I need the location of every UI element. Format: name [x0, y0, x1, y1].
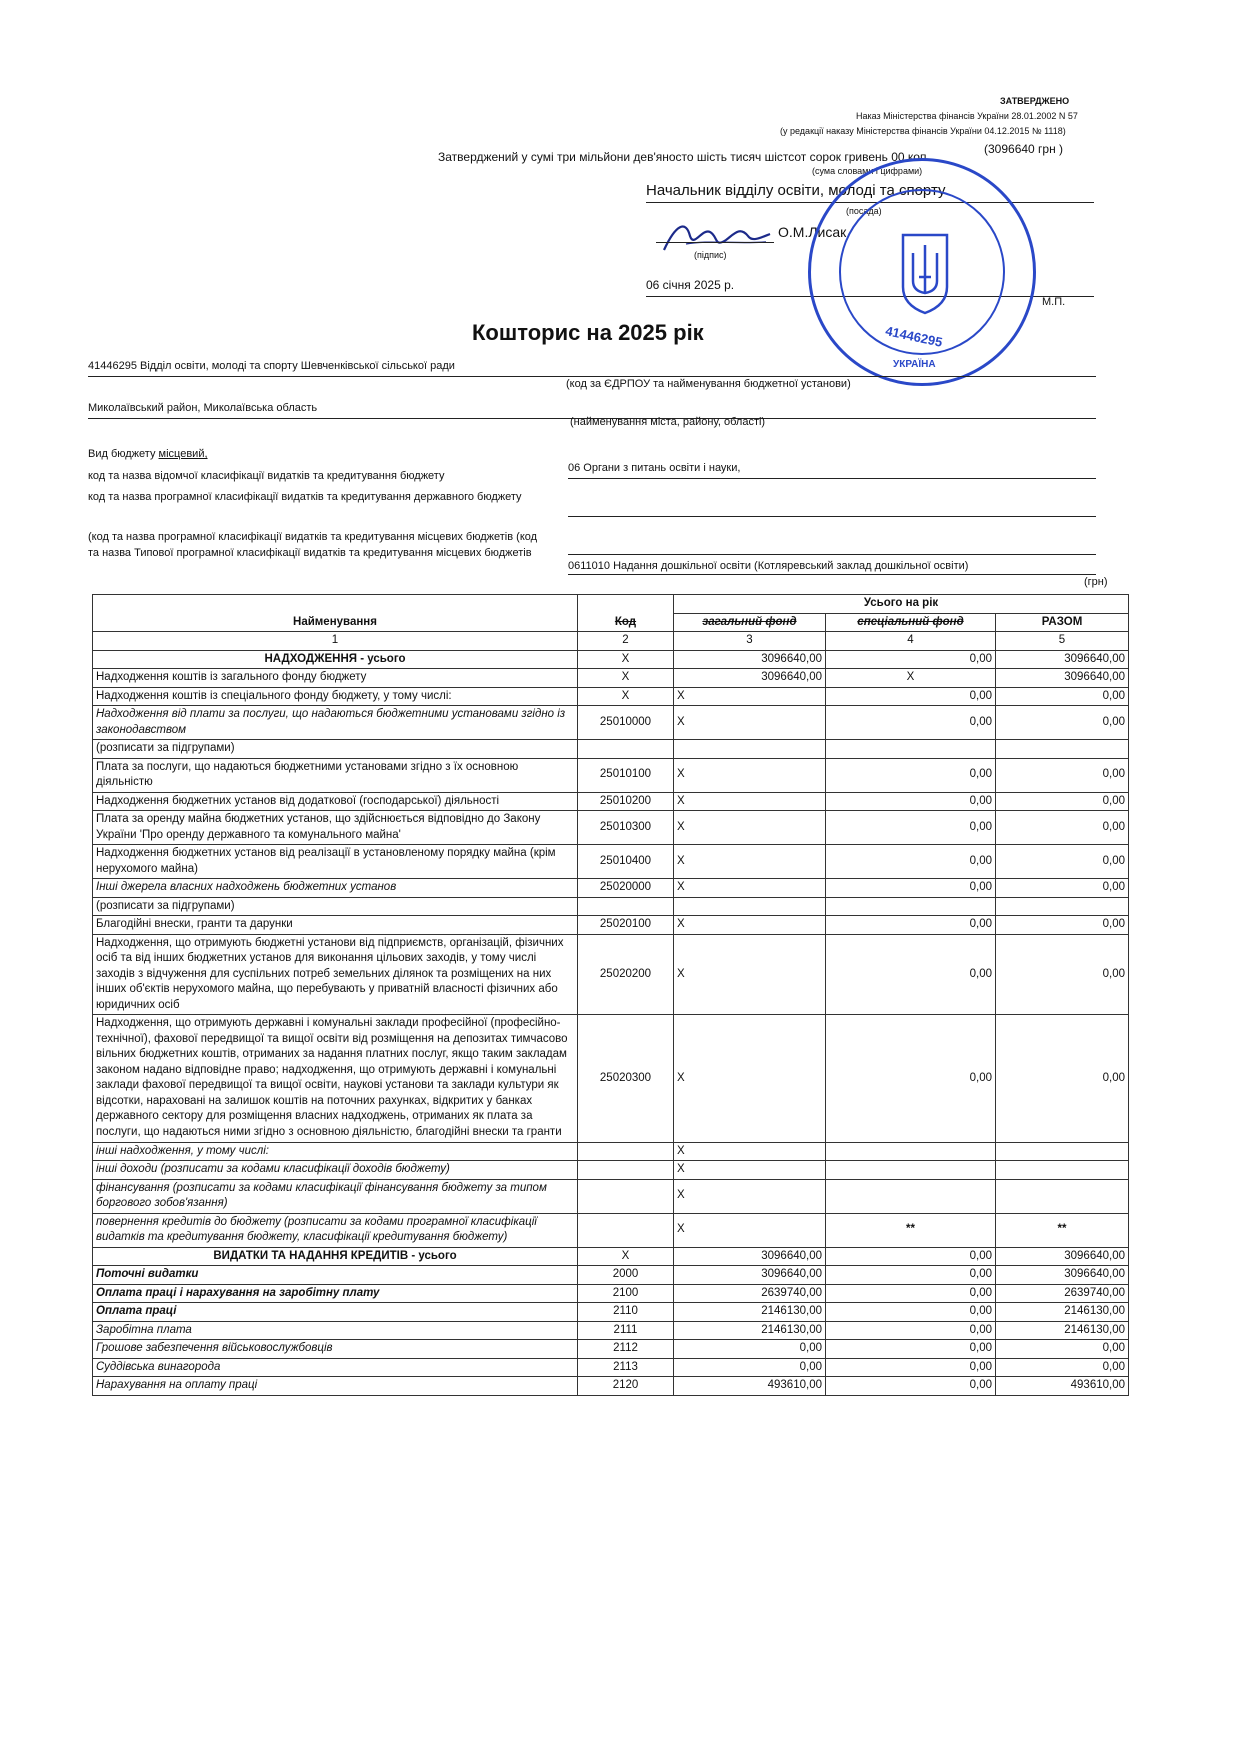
position-value: Начальник відділу освіти, молоді та спорту [646, 182, 946, 199]
row-name: повернення кредитів до бюджету (розписати за кодами програмної класифікації видатків та кредитування бюджету, класифікації кредитування бюджету) [93, 1213, 578, 1247]
estimate-table [92, 594, 1129, 1396]
row-code: 2113 [578, 1358, 674, 1377]
table-row [93, 1161, 1129, 1180]
row-special: 0,00 [826, 1284, 996, 1303]
table-row [93, 811, 1129, 845]
row-name: інші надходження, у тому числі: [93, 1142, 578, 1161]
row-special [826, 1179, 996, 1213]
row-general: X [674, 845, 826, 879]
local-class-field [568, 560, 1096, 575]
table-row [93, 897, 1129, 916]
table-row [93, 1358, 1129, 1377]
row-total: 3096640,00 [996, 669, 1129, 688]
row-special: 0,00 [826, 706, 996, 740]
row-code: X [578, 687, 674, 706]
row-general: 3096640,00 [674, 1266, 826, 1285]
row-name: фінансування (розписати за кодами класифікації фінансування бюджету за типом боргового зобов'язання) [93, 1179, 578, 1213]
row-special: 0,00 [826, 792, 996, 811]
row-code [578, 1213, 674, 1247]
row-total: 493610,00 [996, 1377, 1129, 1396]
row-name: Суддівська винагорода [93, 1358, 578, 1377]
row-general: 3096640,00 [674, 1247, 826, 1266]
row-total: 0,00 [996, 792, 1129, 811]
row-special: 0,00 [826, 845, 996, 879]
row-general: 3096640,00 [674, 650, 826, 669]
local-class-value: 0611010 Надання дошкільної освіти (Котляревський заклад дошкільної освіти) [568, 560, 969, 572]
local-class-label: (код та назва програмної класифікації видатків та кредитування місцевих бюджетів (код та назва Типової програмної класифікації видатків та кредитування місцевих бюджетів [88, 531, 538, 559]
organization-value: 41446295 Відділ освіти, молоді та спорту Шевченківської сільської ради [88, 360, 455, 372]
table-row [93, 740, 1129, 759]
row-general [674, 897, 826, 916]
row-code [578, 740, 674, 759]
header-total: РАЗОМ [996, 613, 1129, 632]
location-caption: (найменування міста, району, області) [570, 416, 766, 428]
table-row [93, 1321, 1129, 1340]
table-row [93, 1377, 1129, 1396]
row-total: 0,00 [996, 811, 1129, 845]
table-row [93, 669, 1129, 688]
row-general: X [674, 1161, 826, 1180]
row-total: 0,00 [996, 934, 1129, 1015]
row-code [578, 1161, 674, 1180]
document-title: Кошторис на 2025 рік [472, 320, 704, 345]
row-name: НАДХОДЖЕННЯ - усього [93, 650, 578, 669]
signer-name: О.М.Лисак [778, 224, 847, 240]
column-number-row [93, 632, 1129, 651]
table-row [93, 1340, 1129, 1359]
order-reference: Наказ Міністерства фінансів України 28.01.2002 N 57 [856, 111, 1078, 121]
row-general: 2146130,00 [674, 1303, 826, 1322]
table-row [93, 650, 1129, 669]
row-name: Оплата праці [93, 1303, 578, 1322]
row-code: 2120 [578, 1377, 674, 1396]
sum-caption: (сума словами і цифрами) [812, 166, 923, 176]
row-code: 25010400 [578, 845, 674, 879]
table-header-row [93, 595, 1129, 614]
table-row [93, 1142, 1129, 1161]
row-code: 2000 [578, 1266, 674, 1285]
row-code: X [578, 650, 674, 669]
row-general: X [674, 1142, 826, 1161]
row-code: 25020100 [578, 916, 674, 935]
row-name: Надходження бюджетних установ від додаткової (господарської) діяльності [93, 792, 578, 811]
row-general: X [674, 811, 826, 845]
row-code [578, 1179, 674, 1213]
approval-date: 06 січня 2025 р. [646, 278, 735, 292]
row-special: 0,00 [826, 1303, 996, 1322]
row-code: X [578, 1247, 674, 1266]
row-code: 25010200 [578, 792, 674, 811]
row-name: (розписати за підгрупами) [93, 897, 578, 916]
row-general: X [674, 687, 826, 706]
row-total: 0,00 [996, 845, 1129, 879]
row-special: 0,00 [826, 1015, 996, 1142]
row-name: Надходження бюджетних установ від реалізації в установленому порядку майна (крім нерухомого майна) [93, 845, 578, 879]
row-name: інші доходи (розписати за кодами класифікації доходів бюджету) [93, 1161, 578, 1180]
row-general: 493610,00 [674, 1377, 826, 1396]
row-name: Надходження, що отримують бюджетні установи від підприємств, організацій, фізичних осіб та від інших бюджетних установ для виконання цільових заходів, у тому числі заходів з відчуження для суспільних потреб земельних ділянок та розміщених на них інших об'єктів нерухомого майна, що перебувають у приватній власності фізичних або юридичних осіб [93, 934, 578, 1015]
row-total: 2639740,00 [996, 1284, 1129, 1303]
row-special [826, 740, 996, 759]
local-class-blank-line [568, 540, 1096, 555]
row-total: 3096640,00 [996, 1247, 1129, 1266]
row-name: Поточні видатки [93, 1266, 578, 1285]
row-general: X [674, 1015, 826, 1142]
row-code: 25020200 [578, 934, 674, 1015]
dept-class-value: 06 Органи з питань освіти і науки, [568, 462, 741, 474]
row-general: 0,00 [674, 1358, 826, 1377]
state-class-label: код та назва програмної класифікації видатків та кредитування державного бюджету [88, 491, 522, 503]
state-class-field [568, 502, 1096, 517]
column-number: 1 [93, 632, 578, 651]
row-total: 0,00 [996, 1340, 1129, 1359]
row-code: 2110 [578, 1303, 674, 1322]
row-code: 2111 [578, 1321, 674, 1340]
budget-type-value: місцевий, [158, 448, 208, 460]
dept-class-label: код та назва відомчої класифікації видатків та кредитування бюджету [88, 470, 445, 482]
header-special-fund: спеціальний фонд [826, 613, 996, 632]
table-row [93, 758, 1129, 792]
row-special: 0,00 [826, 879, 996, 898]
table-row [93, 845, 1129, 879]
column-number: 4 [826, 632, 996, 651]
row-special: 0,00 [826, 1358, 996, 1377]
stamp-number: 41446295 [884, 323, 944, 350]
row-code: 25020300 [578, 1015, 674, 1142]
signature-line [656, 224, 774, 243]
row-special: 0,00 [826, 758, 996, 792]
column-number: 3 [674, 632, 826, 651]
budget-type-row [88, 448, 208, 460]
organization-field [88, 360, 1096, 377]
row-name: ВИДАТКИ ТА НАДАННЯ КРЕДИТІВ - усього [93, 1247, 578, 1266]
row-name: Надходження коштів із загального фонду бюджету [93, 669, 578, 688]
row-code: 25010300 [578, 811, 674, 845]
row-total [996, 1142, 1129, 1161]
table-row [93, 1266, 1129, 1285]
row-total: 0,00 [996, 758, 1129, 792]
row-general: X [674, 879, 826, 898]
row-total: 0,00 [996, 1358, 1129, 1377]
row-total [996, 740, 1129, 759]
row-special: ** [826, 1213, 996, 1247]
column-number: 2 [578, 632, 674, 651]
table-row [93, 916, 1129, 935]
header-name: Найменування [93, 595, 578, 632]
row-total [996, 897, 1129, 916]
row-name: Грошове забезпечення військовослужбовців [93, 1340, 578, 1359]
row-general: X [674, 934, 826, 1015]
row-special: 0,00 [826, 916, 996, 935]
table-row [93, 687, 1129, 706]
row-general: 2639740,00 [674, 1284, 826, 1303]
row-general: X [674, 916, 826, 935]
table-row [93, 792, 1129, 811]
row-general: X [674, 706, 826, 740]
row-special [826, 1142, 996, 1161]
row-total: 0,00 [996, 879, 1129, 898]
row-special: 0,00 [826, 687, 996, 706]
row-special: 0,00 [826, 1247, 996, 1266]
table-row [93, 706, 1129, 740]
stamp-country: УКРАЇНА [893, 359, 936, 370]
row-name: Надходження, що отримують державні і комунальні заклади професійної (професійно-технічної), фахової передвищої та вищої освіти від розміщення на депозитах тимчасово вільних бюджетних коштів, отриманих за надання платних послуг, якщо таким закладам законом надано відповідне право; надходження, що отримують державні і комунальні заклади фахової передвищої та вищої освіти, наукові установи та заклади культури як відсотки, нараховані на залишок коштів на поточних рахунках, відкритих у банках державного сектору для розміщення власних надходжень, отриманих як плата за послуги, що надаються ними згідно з основною діяльністю, благодійні внески та гранти [93, 1015, 578, 1142]
row-special: 0,00 [826, 1321, 996, 1340]
approved-sum-digits: (3096640 грн ) [984, 142, 1064, 156]
row-total: 2146130,00 [996, 1303, 1129, 1322]
row-total [996, 1161, 1129, 1180]
row-general: X [674, 792, 826, 811]
row-name: Інші джерела власних надходжень бюджетних установ [93, 879, 578, 898]
header-general-fund: загальний фонд [674, 613, 826, 632]
row-total: 3096640,00 [996, 1266, 1129, 1285]
row-total: 2146130,00 [996, 1321, 1129, 1340]
approved-sum-text: Затверджений у сумі три мільйони дев'яносто шість тисяч шістсот сорок гривень 00 коп. [438, 150, 930, 164]
table-row [93, 934, 1129, 1015]
row-code: 25010100 [578, 758, 674, 792]
row-special: 0,00 [826, 811, 996, 845]
location-value: Миколаївський район, Миколаївська область [88, 402, 318, 414]
row-total: 3096640,00 [996, 650, 1129, 669]
dept-class-field [568, 462, 1096, 479]
row-code: 2112 [578, 1340, 674, 1359]
row-general: 3096640,00 [674, 669, 826, 688]
row-special [826, 897, 996, 916]
official-stamp [808, 158, 1036, 386]
row-general: 2146130,00 [674, 1321, 826, 1340]
column-number: 5 [996, 632, 1129, 651]
row-name: Заробітна плата [93, 1321, 578, 1340]
approved-label: ЗАТВЕРДЖЕНО [1000, 96, 1070, 106]
row-total: 0,00 [996, 706, 1129, 740]
row-total: 0,00 [996, 1015, 1129, 1142]
row-special: 0,00 [826, 1266, 996, 1285]
order-edition: (у редакції наказу Міністерства фінансів України 04.12.2015 № 1118) [780, 126, 1066, 136]
header-code: Код [578, 595, 674, 632]
row-name: Оплата праці і нарахування на заробітну плату [93, 1284, 578, 1303]
row-code [578, 1142, 674, 1161]
row-special: 0,00 [826, 934, 996, 1015]
row-code: X [578, 669, 674, 688]
stamp-place-label: М.П. [1042, 296, 1066, 308]
trident-emblem-icon [897, 231, 953, 315]
table-row [93, 1303, 1129, 1322]
row-total: 0,00 [996, 687, 1129, 706]
table-row [93, 879, 1129, 898]
row-code: 25010000 [578, 706, 674, 740]
row-general: X [674, 1213, 826, 1247]
row-name: Нарахування на оплату праці [93, 1377, 578, 1396]
row-special: 0,00 [826, 1377, 996, 1396]
header-year-total: Усього на рік [674, 595, 1129, 614]
row-special [826, 1161, 996, 1180]
row-code [578, 897, 674, 916]
row-name: Плата за оренду майна бюджетних установ, що здійснюється відповідно до Закону України 'Про оренду державного та комунального майна' [93, 811, 578, 845]
table-row [93, 1247, 1129, 1266]
row-special: 0,00 [826, 650, 996, 669]
budget-type-label: Вид бюджету [88, 448, 156, 460]
row-total [996, 1179, 1129, 1213]
row-total: 0,00 [996, 916, 1129, 935]
row-general: X [674, 1179, 826, 1213]
table-row [93, 1284, 1129, 1303]
row-code: 25020000 [578, 879, 674, 898]
row-special: X [826, 669, 996, 688]
currency-label: (грн) [1084, 576, 1108, 588]
table-row [93, 1213, 1129, 1247]
organization-caption: (код за ЄДРПОУ та найменування бюджетної установи) [566, 378, 851, 390]
row-name: Надходження від плати за послуги, що надаються бюджетними установами згідно із законодавством [93, 706, 578, 740]
row-general: X [674, 758, 826, 792]
row-name: Благодійні внески, гранти та дарунки [93, 916, 578, 935]
table-row [93, 1015, 1129, 1142]
table-row [93, 1179, 1129, 1213]
signature-caption: (підпис) [694, 250, 727, 260]
row-name: (розписати за підгрупами) [93, 740, 578, 759]
row-code: 2100 [578, 1284, 674, 1303]
row-name: Плата за послуги, що надаються бюджетними установами згідно з їх основною діяльністю [93, 758, 578, 792]
position-caption: (посада) [846, 206, 882, 216]
row-name: Надходження коштів із спеціального фонду бюджету, у тому числі: [93, 687, 578, 706]
row-total: ** [996, 1213, 1129, 1247]
row-special: 0,00 [826, 1340, 996, 1359]
row-general [674, 740, 826, 759]
row-general: 0,00 [674, 1340, 826, 1359]
